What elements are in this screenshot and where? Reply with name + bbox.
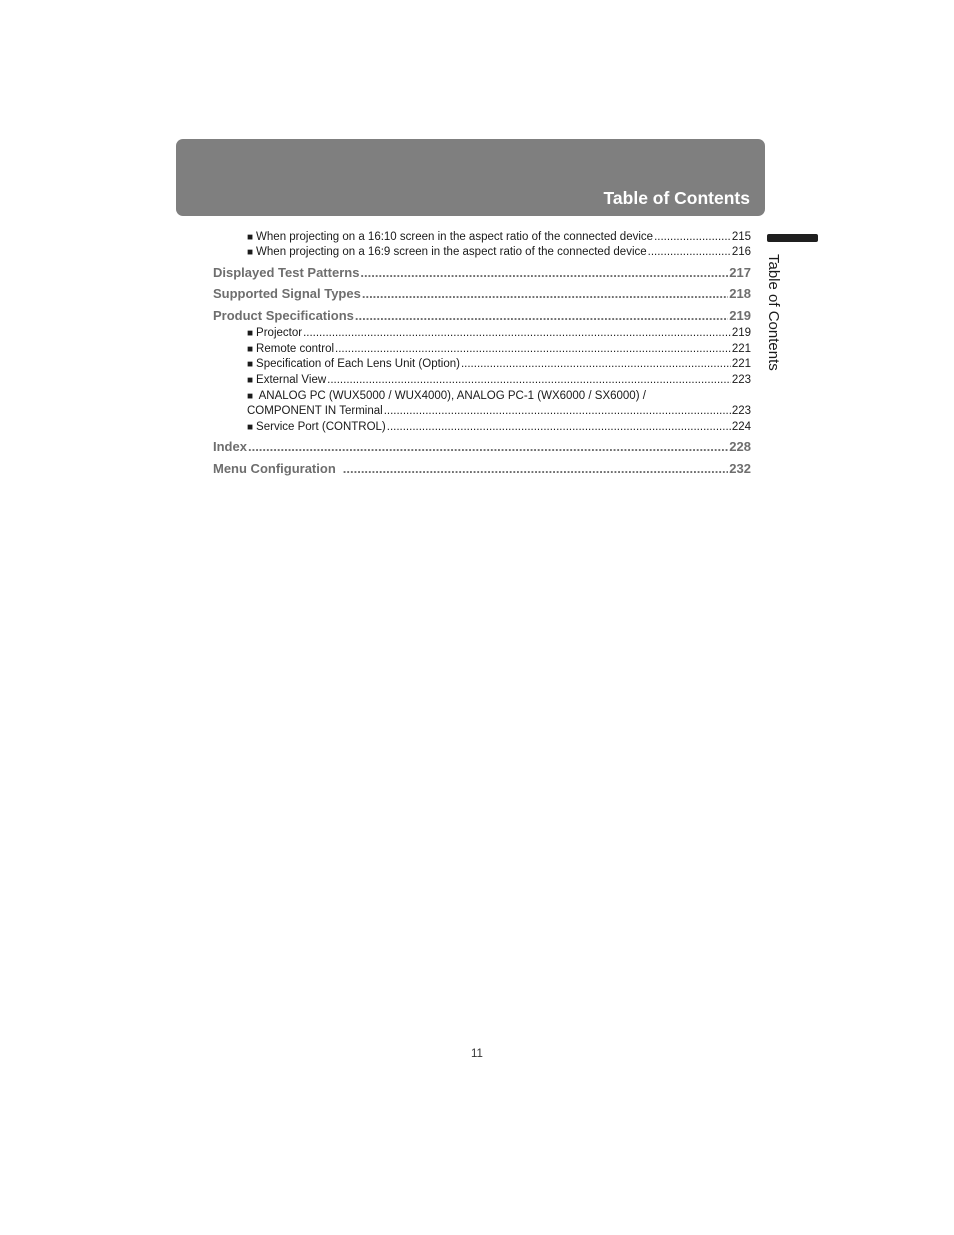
toc-entry-title: External View bbox=[256, 374, 327, 386]
bullet-square-icon: ■ bbox=[247, 247, 254, 258]
toc-entry-page: 215 bbox=[731, 231, 751, 243]
toc-entry-projector[interactable] bbox=[247, 326, 751, 341]
toc-entry-service-port[interactable] bbox=[247, 420, 751, 435]
toc-entry-page: 218 bbox=[729, 286, 751, 301]
toc-entry-page: 223 bbox=[731, 405, 751, 417]
toc-entry-lens-unit-specification[interactable] bbox=[247, 357, 751, 372]
toc-entry-page: 219 bbox=[731, 327, 751, 339]
toc-entry-remote-control[interactable] bbox=[247, 342, 751, 357]
page-number: 11 bbox=[471, 1048, 483, 1060]
bullet-square-icon: ■ bbox=[247, 422, 254, 433]
toc-entry-title: Remote control bbox=[256, 343, 335, 355]
toc-entry-page: 223 bbox=[731, 374, 751, 386]
toc-entry-menu-configuration[interactable] bbox=[213, 461, 751, 477]
side-tab-marker bbox=[767, 234, 818, 242]
toc-entry-supported-signal-types[interactable] bbox=[213, 286, 751, 302]
side-tab-label: Table of Contents bbox=[765, 254, 782, 371]
dot-leader bbox=[343, 461, 729, 477]
toc-entry-page: 217 bbox=[729, 265, 751, 280]
toc-entry-title: Specification of Each Lens Unit (Option) bbox=[256, 358, 460, 370]
header-banner bbox=[176, 139, 765, 216]
toc-entry-external-view[interactable] bbox=[247, 373, 751, 388]
toc-entry-aspect-16-10[interactable] bbox=[247, 230, 751, 245]
bullet-square-icon: ■ bbox=[247, 359, 254, 370]
toc-entry-page: 216 bbox=[731, 246, 751, 258]
toc-entry-title: Displayed Test Patterns bbox=[213, 265, 360, 280]
page-title: Table of Contents bbox=[603, 188, 750, 208]
toc-entry-title: COMPONENT IN Terminal bbox=[247, 405, 383, 417]
bullet-square-icon: ■ bbox=[247, 232, 254, 243]
toc-entry-index[interactable] bbox=[213, 439, 751, 455]
dot-leader bbox=[384, 404, 731, 418]
toc-entry-title: ANALOG PC (WUX5000 / WUX4000), ANALOG PC-1 (WX6000 / SX6000) / bbox=[258, 390, 646, 402]
dot-leader bbox=[387, 420, 731, 434]
toc-entry-component-in-terminal[interactable] bbox=[247, 404, 751, 418]
bullet-square-icon: ■ bbox=[247, 328, 254, 339]
toc-entry-page: 228 bbox=[729, 439, 751, 454]
toc-entry-title: When projecting on a 16:10 screen in the aspect ratio of the connected device bbox=[256, 231, 654, 243]
bullet-square-icon: ■ bbox=[247, 344, 254, 355]
toc-entry-product-specifications[interactable] bbox=[213, 308, 751, 324]
dot-leader bbox=[648, 245, 731, 259]
dot-leader bbox=[335, 342, 731, 356]
toc-entry-title: Product Specifications bbox=[213, 308, 354, 323]
dot-leader bbox=[654, 230, 731, 244]
toc-entry-aspect-16-9[interactable] bbox=[247, 245, 751, 260]
toc-entry-page: 221 bbox=[731, 343, 751, 355]
toc-entry-title: When projecting on a 16:9 screen in the aspect ratio of the connected device bbox=[256, 246, 647, 258]
dot-leader bbox=[355, 308, 728, 324]
toc-entry-title: Projector bbox=[256, 327, 303, 339]
bullet-square-icon: ■ bbox=[247, 391, 254, 402]
dot-leader bbox=[360, 265, 728, 281]
dot-leader bbox=[303, 326, 731, 340]
toc-entry-title: Service Port (CONTROL) bbox=[256, 421, 386, 433]
toc-entry-page: 219 bbox=[729, 308, 751, 323]
toc-entry-page: 224 bbox=[731, 421, 751, 433]
bullet-square-icon: ■ bbox=[247, 375, 254, 386]
toc-entry-page: 221 bbox=[731, 358, 751, 370]
dot-leader bbox=[461, 357, 731, 371]
dot-leader bbox=[248, 439, 728, 455]
toc-entry-page: 232 bbox=[729, 461, 751, 476]
toc-entry-title: Menu Configuration bbox=[213, 461, 336, 476]
dot-leader bbox=[362, 286, 728, 302]
toc-entry-title: Index bbox=[213, 439, 247, 454]
dot-leader bbox=[327, 373, 731, 387]
toc-entry-displayed-test-patterns[interactable] bbox=[213, 265, 751, 281]
toc-entry-title: Supported Signal Types bbox=[213, 286, 361, 301]
toc-entry-analog-pc-line1[interactable] bbox=[247, 389, 646, 404]
